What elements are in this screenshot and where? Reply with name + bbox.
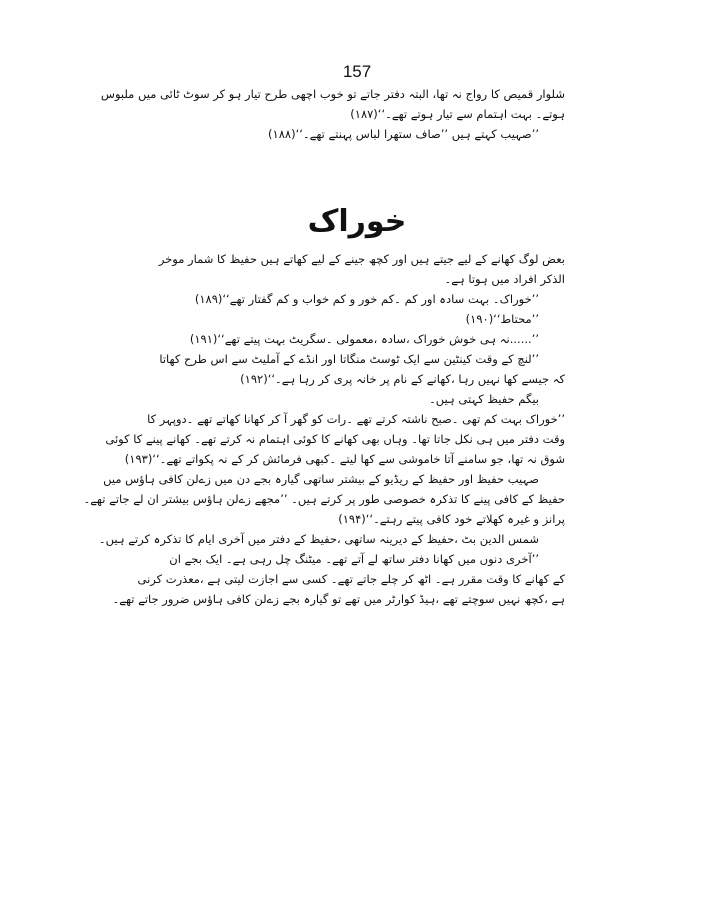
- text-line: ’’محتاط‘‘(۱۹۰): [465, 312, 539, 326]
- section-heading: خوراک: [307, 204, 407, 239]
- body-text: [83, 249, 565, 609]
- intro-paragraph: [100, 84, 565, 144]
- text-line: ’’خوراک۔ بہت سادہ اور کم ۔کم خور و کم خواب و کم گفتار تھے‘‘(۱۸۹): [194, 292, 539, 306]
- text-line: بعض لوگ کھانے کے لیے جیتے ہیں اور کچھ جینے کے لیے کھاتے ہیں حفیظ کا شمار موخر: [158, 252, 565, 266]
- text-line: ’’خوراک بہت کم تھی ۔صبح ناشتہ کرتے تھے ۔رات کو گھر آ کر کھانا کھاتے تھے ۔دوپہر کا: [147, 412, 565, 426]
- text-line: ہے ،کچھ نہیں سوچتے تھے ،ہیڈ کوارٹر میں تھے تو گیارہ بجے زےلن کافی ہاؤس ضرور جاتے تھے۔: [112, 592, 565, 606]
- text-line: ’’صہیب کہتے ہیں ’’صاف ستھرا لباس پہنتے تھے۔‘‘(۱۸۸): [268, 127, 539, 141]
- text-line: ہوتے۔ بہت اہتمام سے تیار ہوتے تھے۔‘‘(۱۸۷): [350, 107, 565, 121]
- text-line: کے کھانے کا وقت مقرر ہے۔ اٹھ کر چلے جاتے تھے۔ کسی سے اجازت لیتی ہے ،معذرت کرنی: [137, 572, 565, 586]
- text-line: شلوار قمیص کا رواج نہ تھا، البتہ دفتر جاتے تو خوب اچھی طرح تیار ہو کر سوٹ ٹائی میں ملبوس: [100, 87, 565, 101]
- page-number: 157: [342, 62, 372, 81]
- text-line: بیگم حفیظ کہتی ہیں۔: [429, 392, 539, 406]
- text-line: کہ جیسے کھا نہیں رہا ،کھانے کے نام پر خانہ پری کر رہا ہے۔‘‘(۱۹۲): [240, 372, 565, 386]
- text-line: حفیظ کے کافی پینے کا تذکرہ خصوصی طور پر کرتے ہیں۔ ’’مجھے زےلن ہاؤس بیشتر ان لے جاتے تھے۔: [83, 492, 565, 506]
- text-line: پرانز و غیرہ کھلاتے خود کافی پیتے رہتے۔‘‘(۱۹۴): [338, 512, 565, 526]
- text-line: الذکر افراد میں ہوتا ہے۔: [444, 272, 565, 286]
- text-line: ’’آخری دنوں میں کھانا دفتر ساتھ لے آتے تھے۔ میٹنگ چل رہی ہے۔ ایک بجے ان: [169, 552, 539, 566]
- text-line: ’’لنچ کے وقت کینٹین سے ایک ٹوسٹ منگاتا اور انڈے کے آملیٹ سے اس طرح کھاتا: [159, 352, 539, 366]
- text-line: وقت دفتر میں ہی نکل جاتا تھا۔ وہاں بھی کھانے کا کوئی اہتمام نہ کرتے تھے۔ کھانے پینے کا کوئی: [105, 432, 565, 446]
- text-line: شمس الدین بٹ ،حفیظ کے دیرینہ ساتھی ،حفیظ کے دفتر میں آخری ایام کا تذکرہ کرتے ہیں۔: [98, 532, 539, 546]
- text-line: شوق نہ تھا، جو سامنے آتا خاموشی سے کھا لیتے ۔کبھی فرمائش کر کے نہ پکواتے تھے۔‘‘(۱۹۳): [124, 452, 565, 466]
- text-line: ’’......نہ ہی خوش خوراک ،سادہ ،معمولی ۔سگریٹ بہت پیتے تھے‘‘(۱۹۱): [189, 332, 539, 346]
- text-line: صہیب حفیظ اور حفیظ کے ریڈیو کے بیشتر ساتھی گیارہ بجے دن میں زےلن کافی ہاؤس میں: [103, 472, 539, 486]
